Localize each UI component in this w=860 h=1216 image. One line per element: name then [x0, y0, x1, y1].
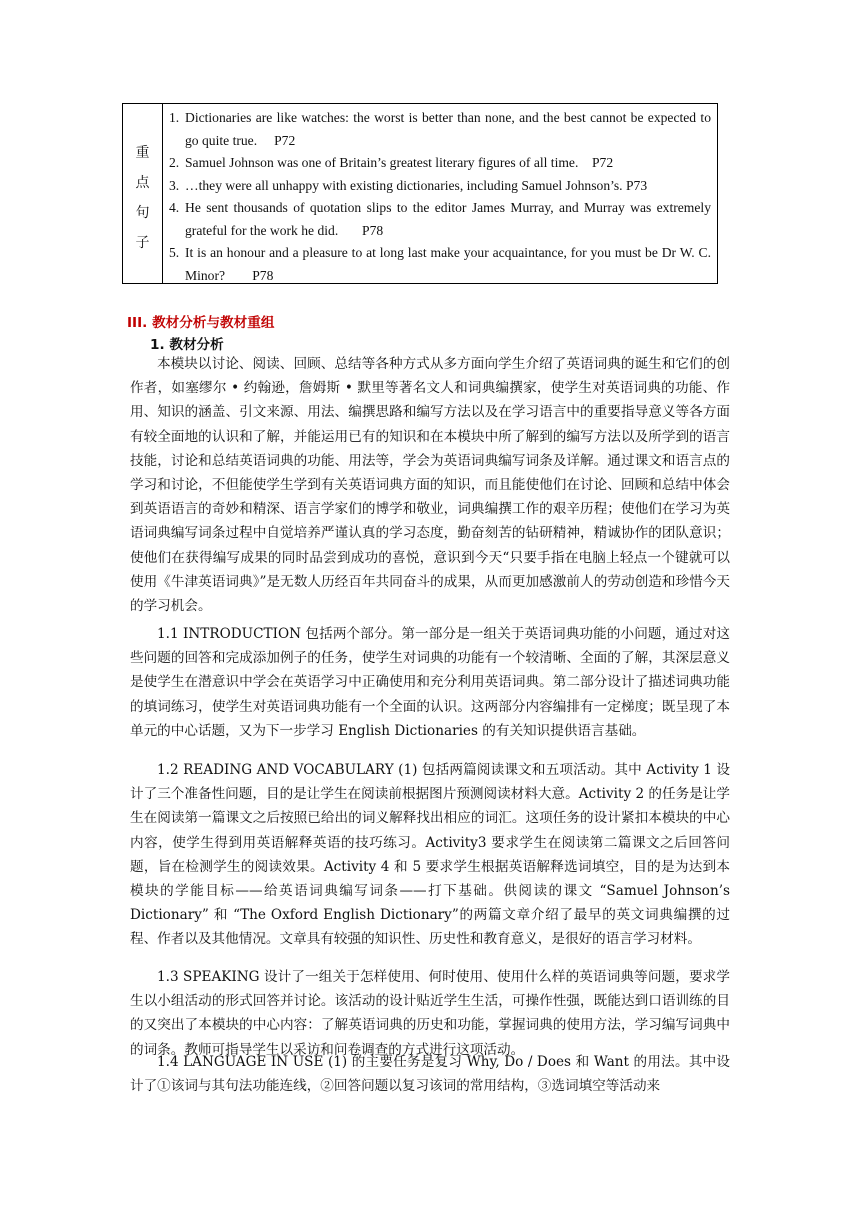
- label-char: 子: [135, 234, 150, 251]
- item-number: 4.: [169, 200, 180, 215]
- key-sentence-item: [169, 175, 711, 198]
- item-number: 2.: [169, 155, 180, 170]
- paragraph-language-in-use: 1.4 LANGUAGE IN USE (1) 的主要任务是复习 Why, Do / Does 和 Want 的用法。其中设计了①该词与其句法功能连线，②回答问题以复习该词的常用结构，③选词填空等活动来: [130, 1054, 730, 1095]
- key-sentence-item: [169, 152, 711, 175]
- label-char: 重: [135, 144, 150, 161]
- label-char: 点: [135, 174, 150, 191]
- key-sentence-item: [169, 107, 711, 152]
- paragraph-introduction: 1.1 INTRODUCTION 包括两个部分。第一部分是一组关于英语词典功能的小问题，通过对这些问题的回答和完成添加例子的任务，使学生对词典的功能有一个较清晰、全面的了解，其深层意义是使学生在潜意识中学会在英语学习中正确使用和充分利用英语词典。第二部分设计了描述词典功能的填词练习，使学生对英语词典功能有一个全面的认识。这两部分内容编排有一定梯度；既呈现了本单元的中心话题，又为下一步学习 English Dictionaries 的有关知识提供语言基础。: [130, 626, 730, 739]
- paragraph-overview: 本模块以讨论、阅读、回顾、总结等各种方式从多方面向学生介绍了英语词典的诞生和它们的创作者，如塞缪尔 • 约翰逊，詹姆斯 • 默里等著名文人和词典编撰家，使学生对英语词典的功能、作用、知识的涵盖、引文来源、用法、编撰思路和编写方法以及在学习语言中的重要指导意义等各方面有较全面地的认识和了解，并能运用已有的知识和在本模块中所了解到的编写方法以及所学到的语言技能，讨论和总结英语词典的功能、用法等，学会为英语词典编写词条及详解。通过课文和语言点的学习和讨论，不但能使学生学到有关英语词典方面的知识，而且能使他们在讨论、回顾和总结中体会到英语语言的奇妙和精深、语言学家们的博学和敬业，词典编撰工作的艰辛历程；使他们在学习为英语词典编写词条过程中自觉培养严谨认真的学习态度，勤奋刻苦的钻研精神，精诚协作的团队意识；使他们在获得编写成果的同时品尝到成功的喜悦，意识到今天“只要手指在电脑上轻点一个键就可以使用《牛津英语词典》”是无数人历经百年共同奋斗的成果，从而更加感激前人的劳动创造和珍惜今天的学习机会。: [130, 356, 730, 615]
- item-number: 1.: [169, 110, 180, 125]
- item-text: Dictionaries are like watches: the worst is better than none, and the best cannot be expected to go quite true. P72: [185, 110, 711, 148]
- key-sentence-item: [169, 242, 711, 287]
- section-heading: III. 教材分析与教材重组: [127, 315, 275, 331]
- paragraph-reading-vocabulary: 1.2 READING AND VOCABULARY (1) 包括两篇阅读课文和五项活动。其中 Activity 1 设计了三个准备性问题，目的是让学生在阅读前根据图片预测阅读材料大意。Activity 2 的任务是让学生在阅读第一篇课文之后按照已给出的词义解释找出相应的词汇。这项任务的设计紧扣本模块的中心内容，使学生得到用英语解释英语的技巧练习。Activity3 要求学生在阅读第二篇课文之后回答问题，旨在检测学生的阅读效果。Activity 4 和 5 要求学生根据英语解释选词填空，目的是为达到本模块的学能目标——给英语词典编写词条——打下基础。供阅读的课文 “Samuel Johnson’s Dictionary” 和 “The Oxford English Dictionary”的两篇文章介绍了最早的英文词典编撰的过程、作者以及其他情况。文章具有较强的知识性、历史性和教育意义，是很好的语言学习材料。: [130, 762, 730, 948]
- item-text: It is an honour and a pleasure to at long last make your acquaintance, for you must be Dr W. C. Minor? P78: [185, 245, 711, 283]
- key-sentences-label: [123, 104, 163, 283]
- paragraph-speaking: 1.3 SPEAKING 设计了一组关于怎样使用、何时使用、使用什么样的英语词典等问题，要求学生以小组活动的形式回答并讨论。该活动的设计贴近学生生活，可操作性强，既能达到口语训练的目的又突出了本模块的中心内容：了解英语词典的历史和功能，掌握词典的使用方法，学习编写词典中的词条。教师可指导学生以采访和问卷调查的方式进行这项活动。: [130, 969, 730, 1058]
- item-text: Samuel Johnson was one of Britain’s greatest literary figures of all time. P72: [185, 155, 614, 170]
- label-char: 句: [135, 204, 150, 221]
- item-text: He sent thousands of quotation slips to the editor James Murray, and Murray was extremely grateful for the work he did. P78: [185, 200, 711, 238]
- item-number: 5.: [169, 245, 180, 260]
- key-sentences-list: [163, 104, 717, 283]
- key-sentences-table: [122, 103, 718, 284]
- key-sentence-item: [169, 197, 711, 242]
- subsection-heading: 1. 教材分析: [150, 337, 224, 353]
- item-text: …they were all unhappy with existing dictionaries, including Samuel Johnson’s. P73: [185, 177, 648, 193]
- item-number: 3.: [169, 177, 180, 193]
